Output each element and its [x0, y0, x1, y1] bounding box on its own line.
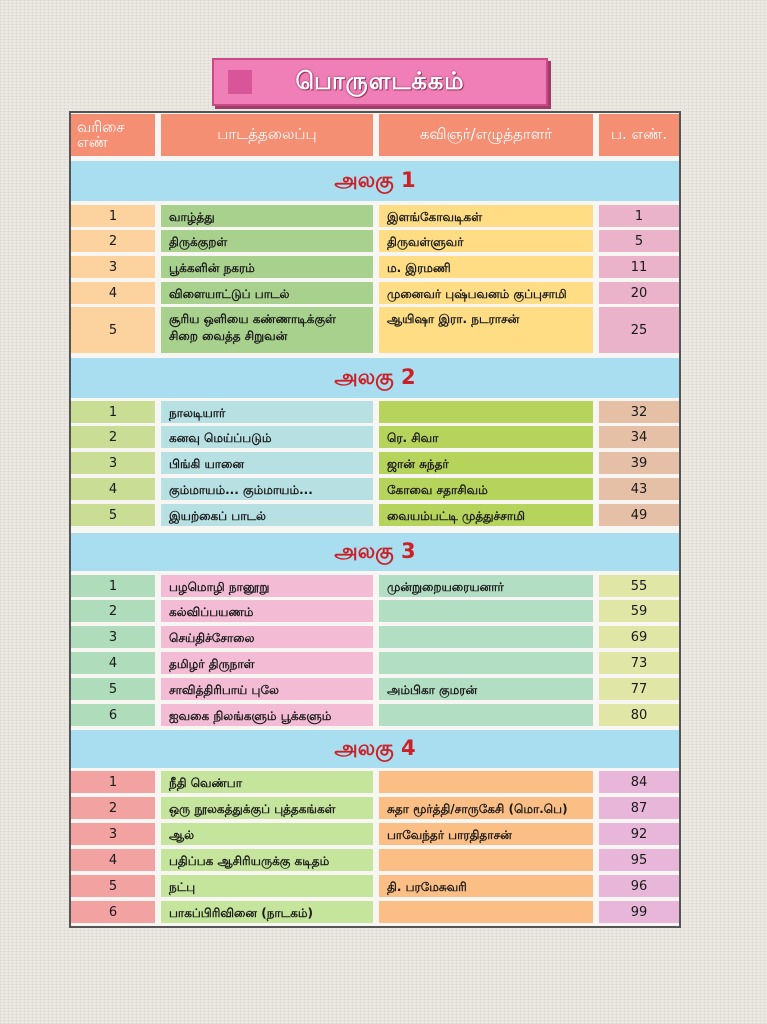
- unit3-row3-page: 69: [599, 626, 679, 648]
- unit2-row2-serial: 2: [71, 426, 155, 448]
- unit4-row3-serial: 3: [71, 823, 155, 845]
- unit4-row6-author: [379, 901, 593, 923]
- unit2-row4-author: கோவை சதாசிவம்: [379, 478, 593, 500]
- unit4-row3-author: பாவேந்தர் பாரதிதாசன்: [379, 823, 593, 845]
- unit4-row2-serial: 2: [71, 797, 155, 819]
- unit4-row6-serial: 6: [71, 901, 155, 923]
- unit2-row5-page: 49: [599, 504, 679, 526]
- unit3-row6-page: 80: [599, 704, 679, 726]
- unit1-row2-lesson-title: திருக்குறள்: [161, 230, 373, 252]
- unit3-row1-author: முன்றுறையரையனார்: [379, 575, 593, 597]
- unit2-row3-author: ஜான் சுந்தர்: [379, 452, 593, 474]
- unit2-row2-author: ரெ. சிவா: [379, 426, 593, 448]
- unit3-row6-author: [379, 704, 593, 726]
- unit2-row1-lesson-title: நாலடியார்: [161, 401, 373, 423]
- unit1-row5-serial: 5: [71, 307, 155, 353]
- unit4-row1-author: [379, 771, 593, 793]
- unit3-row3-author: [379, 626, 593, 648]
- unit2-row4-page: 43: [599, 478, 679, 500]
- unit4-row6-page: 99: [599, 901, 679, 923]
- unit3-row4-author: [379, 652, 593, 674]
- title-square-decoration: [228, 70, 252, 94]
- unit2-row1-author: [379, 401, 593, 423]
- unit-heading-3: அலகு 3: [71, 533, 679, 571]
- unit3-row4-serial: 4: [71, 652, 155, 674]
- unit4-row5-lesson-title: நட்பு: [161, 875, 373, 897]
- unit1-row3-page: 11: [599, 256, 679, 278]
- unit3-row4-lesson-title: தமிழர் திருநாள்: [161, 652, 373, 674]
- unit-heading-1: அலகு 1: [71, 161, 679, 201]
- unit2-row5-lesson-title: இயற்கைப் பாடல்: [161, 504, 373, 526]
- unit4-row1-serial: 1: [71, 771, 155, 793]
- unit3-row1-lesson-title: பழமொழி நானூறு: [161, 575, 373, 597]
- page-title: பொருளடக்கம்: [295, 66, 465, 95]
- unit1-row4-lesson-title: விளையாட்டுப் பாடல்: [161, 282, 373, 304]
- unit3-row4-page: 73: [599, 652, 679, 674]
- unit4-row3-lesson-title: ஆல்: [161, 823, 373, 845]
- unit1-row2-author: திருவள்ளுவர்: [379, 230, 593, 252]
- unit3-row2-author: [379, 600, 593, 622]
- unit1-row4-page: 20: [599, 282, 679, 304]
- unit3-row2-page: 59: [599, 600, 679, 622]
- unit2-row2-page: 34: [599, 426, 679, 448]
- unit2-row3-lesson-title: பிங்கி யானை: [161, 452, 373, 474]
- page-title-box: [212, 58, 548, 106]
- unit1-row4-author: முனைவர் புஷ்பவனம் குப்புசாமி: [379, 282, 593, 304]
- unit-heading-4: அலகு 4: [71, 730, 679, 768]
- unit2-row1-page: 32: [599, 401, 679, 423]
- unit4-row4-author: [379, 849, 593, 871]
- unit4-row5-serial: 5: [71, 875, 155, 897]
- unit4-row1-page: 84: [599, 771, 679, 793]
- unit4-row1-lesson-title: நீதி வெண்பா: [161, 771, 373, 793]
- unit3-row2-lesson-title: கல்விப்பயணம்: [161, 600, 373, 622]
- unit3-row1-page: 55: [599, 575, 679, 597]
- unit2-row3-serial: 3: [71, 452, 155, 474]
- unit1-row1-serial: 1: [71, 205, 155, 227]
- unit4-row2-page: 87: [599, 797, 679, 819]
- unit1-row4-serial: 4: [71, 282, 155, 304]
- unit2-row4-serial: 4: [71, 478, 155, 500]
- unit4-row5-page: 96: [599, 875, 679, 897]
- unit1-row2-serial: 2: [71, 230, 155, 252]
- unit4-row4-page: 95: [599, 849, 679, 871]
- unit4-row5-author: தி. பரமேசுவரி: [379, 875, 593, 897]
- unit4-row3-page: 92: [599, 823, 679, 845]
- header-serial: வரிசை எண்: [71, 114, 155, 156]
- unit3-row6-serial: 6: [71, 704, 155, 726]
- unit3-row2-serial: 2: [71, 600, 155, 622]
- unit1-row2-page: 5: [599, 230, 679, 252]
- unit4-row4-lesson-title: பதிப்பக ஆசிரியருக்கு கடிதம்: [161, 849, 373, 871]
- unit1-row5-author: ஆயிஷா இரா. நடராசன்: [379, 307, 593, 353]
- unit1-row5-page: 25: [599, 307, 679, 353]
- unit1-row3-author: ம. இரமணி: [379, 256, 593, 278]
- header-lesson: பாடத்தலைப்பு: [161, 114, 373, 156]
- header-page: ப. எண்.: [599, 114, 679, 156]
- unit4-row2-author: சுதா மூர்த்தி/சாருகேசி (மொ.பெ): [379, 797, 593, 819]
- unit3-row5-author: அம்பிகா குமரன்: [379, 678, 593, 700]
- unit2-row5-serial: 5: [71, 504, 155, 526]
- unit4-row6-lesson-title: பாகப்பிரிவினை (நாடகம்): [161, 901, 373, 923]
- unit4-row2-lesson-title: ஒரு நூலகத்துக்குப் புத்தகங்கள்: [161, 797, 373, 819]
- unit3-row1-serial: 1: [71, 575, 155, 597]
- unit3-row5-serial: 5: [71, 678, 155, 700]
- unit3-row6-lesson-title: ஐவகை நிலங்களும் பூக்களும்: [161, 704, 373, 726]
- unit1-row1-author: இளங்கோவடிகள்: [379, 205, 593, 227]
- unit1-row3-serial: 3: [71, 256, 155, 278]
- unit3-row3-serial: 3: [71, 626, 155, 648]
- unit3-row3-lesson-title: செய்திச்சோலை: [161, 626, 373, 648]
- unit2-row5-author: வையம்பட்டி முத்துச்சாமி: [379, 504, 593, 526]
- unit1-row3-lesson-title: பூக்களின் நகரம்: [161, 256, 373, 278]
- unit4-row4-serial: 4: [71, 849, 155, 871]
- unit2-row4-lesson-title: கும்மாயம்... கும்மாயம்...: [161, 478, 373, 500]
- unit2-row3-page: 39: [599, 452, 679, 474]
- unit3-row5-page: 77: [599, 678, 679, 700]
- unit1-row5-lesson-title: சூரிய ஒளியை கண்ணாடிக்குள் சிறை வைத்த சிறுவன்: [161, 307, 373, 353]
- header-author: கவிஞர்/எழுத்தாளர்: [379, 114, 593, 156]
- unit2-row1-serial: 1: [71, 401, 155, 423]
- unit2-row2-lesson-title: கனவு மெய்ப்படும்: [161, 426, 373, 448]
- unit3-row5-lesson-title: சாவித்திரிபாய் புலே: [161, 678, 373, 700]
- unit-heading-2: அலகு 2: [71, 358, 679, 398]
- unit1-row1-page: 1: [599, 205, 679, 227]
- unit1-row1-lesson-title: வாழ்த்து: [161, 205, 373, 227]
